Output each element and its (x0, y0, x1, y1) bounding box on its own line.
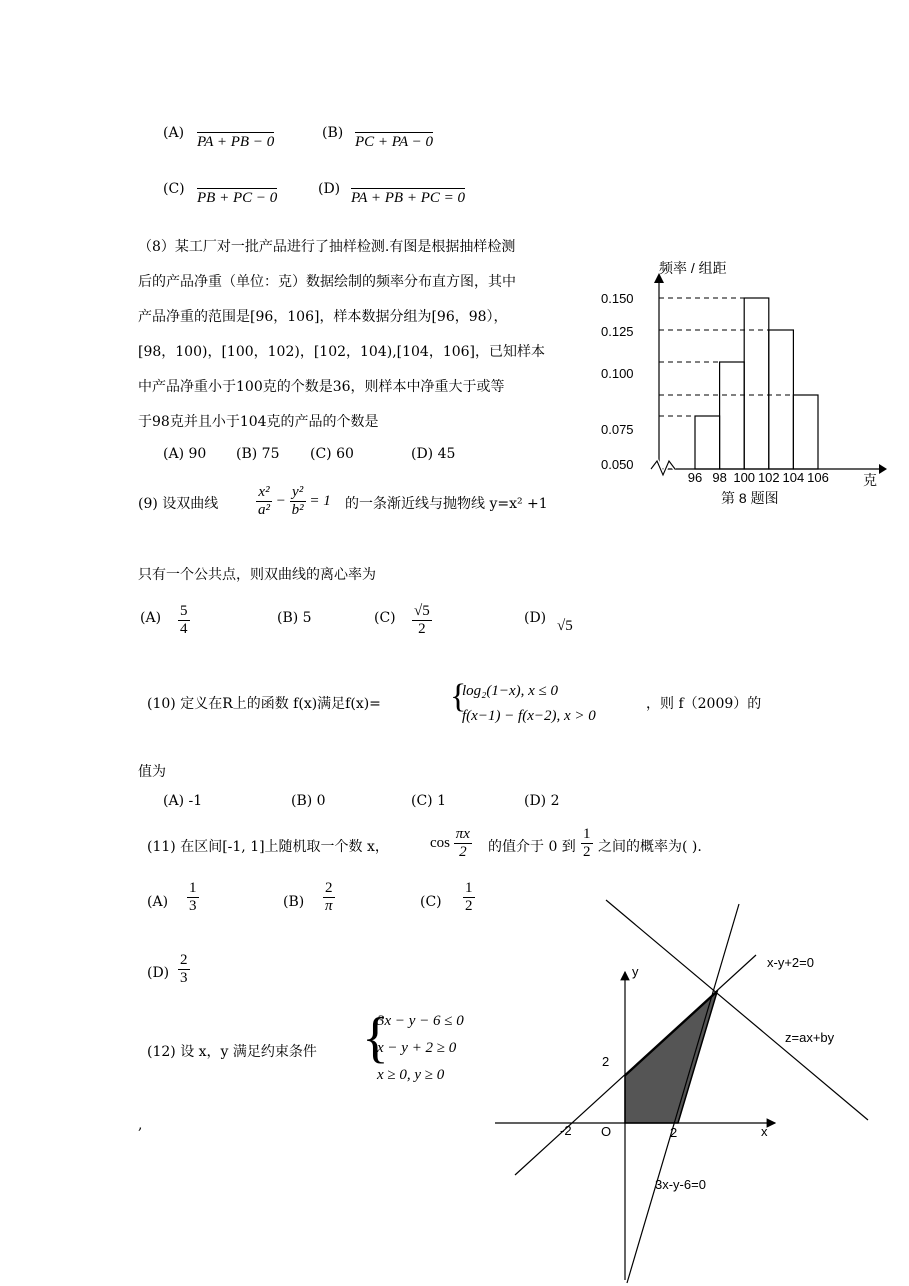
q12-prefix: (12) 设 x，y 满足约束条件 (147, 1044, 317, 1060)
q8-line-5: 中产品净重小于100克的个数是36，则样本中净重大于或等 (138, 379, 505, 395)
q8-option-a: (A) 90 (163, 446, 207, 462)
q9-option-b: (B) 5 (277, 610, 312, 626)
q7-option-c-expr (197, 190, 277, 207)
q12-constraint-1: 3x − y − 6 ≤ 0 (377, 1013, 464, 1029)
q10-option-d: (D) 2 (524, 793, 560, 809)
histogram-y-tick-label: 0.125 (601, 324, 634, 339)
q7-option-b-label: (B) (322, 125, 344, 141)
q8-line-6: 于98克并且小于104克的产品的个数是 (138, 414, 379, 430)
histogram-y-tick-label: 0.100 (601, 366, 634, 381)
q7-option-a-expr (197, 134, 274, 151)
line-x-y-2 (515, 955, 756, 1175)
histogram-x-tick-label: 98 (712, 470, 727, 485)
histogram-x-tick-label: 100 (733, 470, 756, 485)
q8-line-4: [98，100)，[100，102)，[102，104),[104，106]，已知样本 (138, 344, 546, 360)
histogram-caption: 第 8 题图 (721, 490, 779, 506)
histogram-axis-break-mask (651, 461, 675, 475)
q8-line-2: 后的产品净重（单位：克）数据绘制的频率分布直方图，其中 (138, 274, 516, 290)
histogram-x-tick-label: 106 (807, 470, 829, 485)
label-origin: O (601, 1124, 612, 1139)
q12-tail: , (138, 1117, 143, 1133)
histogram-y-tick-label: 0.075 (601, 422, 634, 437)
q10-suffix: ，则 f（2009）的 (646, 696, 762, 712)
histogram-bar (695, 416, 720, 469)
q12-brace: { (362, 1007, 389, 1069)
q9-option-d: (D) (524, 610, 547, 626)
q7-option-c-expr-text: PB + PC − 0 (197, 190, 278, 206)
q7-option-a (163, 125, 184, 141)
q11-option-d-value: $\frac{2}{3}$ (180, 952, 188, 986)
histogram-chart (595, 255, 895, 515)
q11-prefix: (11) 在区间[-1, 1]上随机取一个数 x， (147, 839, 389, 855)
histogram-x-tick-label: 102 (757, 470, 780, 485)
label-x-axis: x (761, 1124, 768, 1139)
label-line-x-y-2: x-y+2=0 (767, 955, 814, 970)
q10-line-2: 值为 (138, 764, 166, 780)
q11-suffix: 之间的概率为( ). (598, 839, 702, 855)
histogram-y-tick-label: 0.150 (601, 291, 634, 306)
q7-option-b-expr (355, 134, 433, 151)
q8-option-b: (B) 75 (236, 446, 280, 462)
q11-option-b: (B) (283, 894, 305, 910)
label-tick-2y: 2 (602, 1054, 610, 1069)
histogram-bar (720, 362, 745, 469)
label-line-z: z=ax+by (785, 1030, 835, 1045)
label-line-3x-y-6: 3x-y-6=0 (655, 1177, 706, 1192)
q12-constraint-3: x ≥ 0, y ≥ 0 (377, 1067, 445, 1083)
q7-option-a-label: (A) (163, 125, 185, 141)
q7-option-c-label: (C) (163, 181, 185, 197)
q7-option-c (163, 181, 185, 197)
histogram-x-tick-label: 96 (687, 470, 703, 485)
q11-half: $\frac{1}{2}$ (583, 826, 591, 860)
q10-option-c: (C) 1 (411, 793, 446, 809)
q7-option-d-expr-text: PA + PB + PC = 0 (351, 190, 465, 206)
histogram-bar (793, 395, 818, 469)
label-y-axis: y (632, 964, 639, 979)
histogram-xlabel: 克 (863, 472, 877, 488)
q11-mid: 的值介于 0 到 (488, 839, 576, 855)
q7-option-a-expr-text: PA + PB − 0 (197, 134, 275, 150)
q7-option-d-expr (351, 190, 465, 207)
q7-option-d (318, 181, 340, 197)
q9-option-a-value: $\frac{5}{4}$ (180, 603, 188, 637)
q9-prefix: (9) 设双曲线 (138, 496, 219, 512)
histogram-y-tick-label: 0.050 (601, 457, 634, 472)
q9-option-c: (C) (374, 610, 396, 626)
q9-line-2: 只有一个公共点，则双曲线的离心率为 (138, 567, 376, 583)
q10-prefix: (10) 定义在R上的函数 f(x)满足f(x)= (147, 696, 381, 712)
histogram-x-tick-label: 104 (782, 470, 805, 485)
q10-case-2: f(x−1) − f(x−2), x > 0 (462, 708, 596, 724)
feasible-region-graph (480, 890, 880, 1286)
label-tick-2x: 2 (670, 1125, 678, 1140)
q10-case-1: log₂(1−x), x ≤ 0 (462, 683, 559, 699)
histogram-bar (744, 298, 769, 469)
q10-brace: { (450, 678, 467, 715)
q11-option-a: (A) (147, 894, 169, 910)
q9-hyperbola: $\frac{\text{x²}}{\text{a²}}$ − $\frac{\text{y²}}{\text{b²}}$ = 1 (258, 484, 331, 518)
q11-option-c-value: $\frac{1}{2}$ (465, 880, 473, 914)
feasible-region (625, 992, 717, 1123)
q11-option-b-value: $\frac{2}{\pi}$ (325, 880, 333, 914)
q10-option-a: (A) -1 (163, 793, 203, 809)
q8-line-3: 产品净重的范围是[96，106]，样本数据分组为[96，98）， (138, 309, 508, 325)
q9-option-a: (A) (140, 610, 162, 626)
q8-option-c: (C) 60 (310, 446, 354, 462)
q7-option-b-expr-text: PC + PA − 0 (355, 134, 434, 150)
q11-cos-expr: cos $\frac{\pi x}{2}$ (430, 826, 470, 860)
q11-option-d: (D) (147, 965, 170, 981)
q7-option-b (322, 125, 343, 141)
q8-option-d: (D) 45 (411, 446, 456, 462)
q9-suffix: 的一条渐近线与抛物线 y=x² +1 (345, 496, 548, 512)
histogram-ylabel: 频率 / 组距 (659, 260, 727, 276)
label-tick-neg2: -2 (560, 1123, 572, 1138)
histogram-bar (769, 330, 794, 469)
q11-option-a-value: $\frac{1}{3}$ (189, 880, 197, 914)
histogram-x-arrow (879, 464, 887, 474)
q11-option-c: (C) (420, 894, 442, 910)
q7-option-d-label: (D) (318, 181, 341, 197)
q9-option-d-value: √5 (557, 618, 573, 634)
q9-option-c-value: $\frac{√5}{2}$ (414, 603, 430, 637)
q10-option-b: (B) 0 (291, 793, 326, 809)
q8-line-1: （8）某工厂对一批产品进行了抽样检测.有图是根据抽样检测 (138, 239, 516, 255)
q12-constraint-2: x − y + 2 ≥ 0 (377, 1040, 457, 1056)
